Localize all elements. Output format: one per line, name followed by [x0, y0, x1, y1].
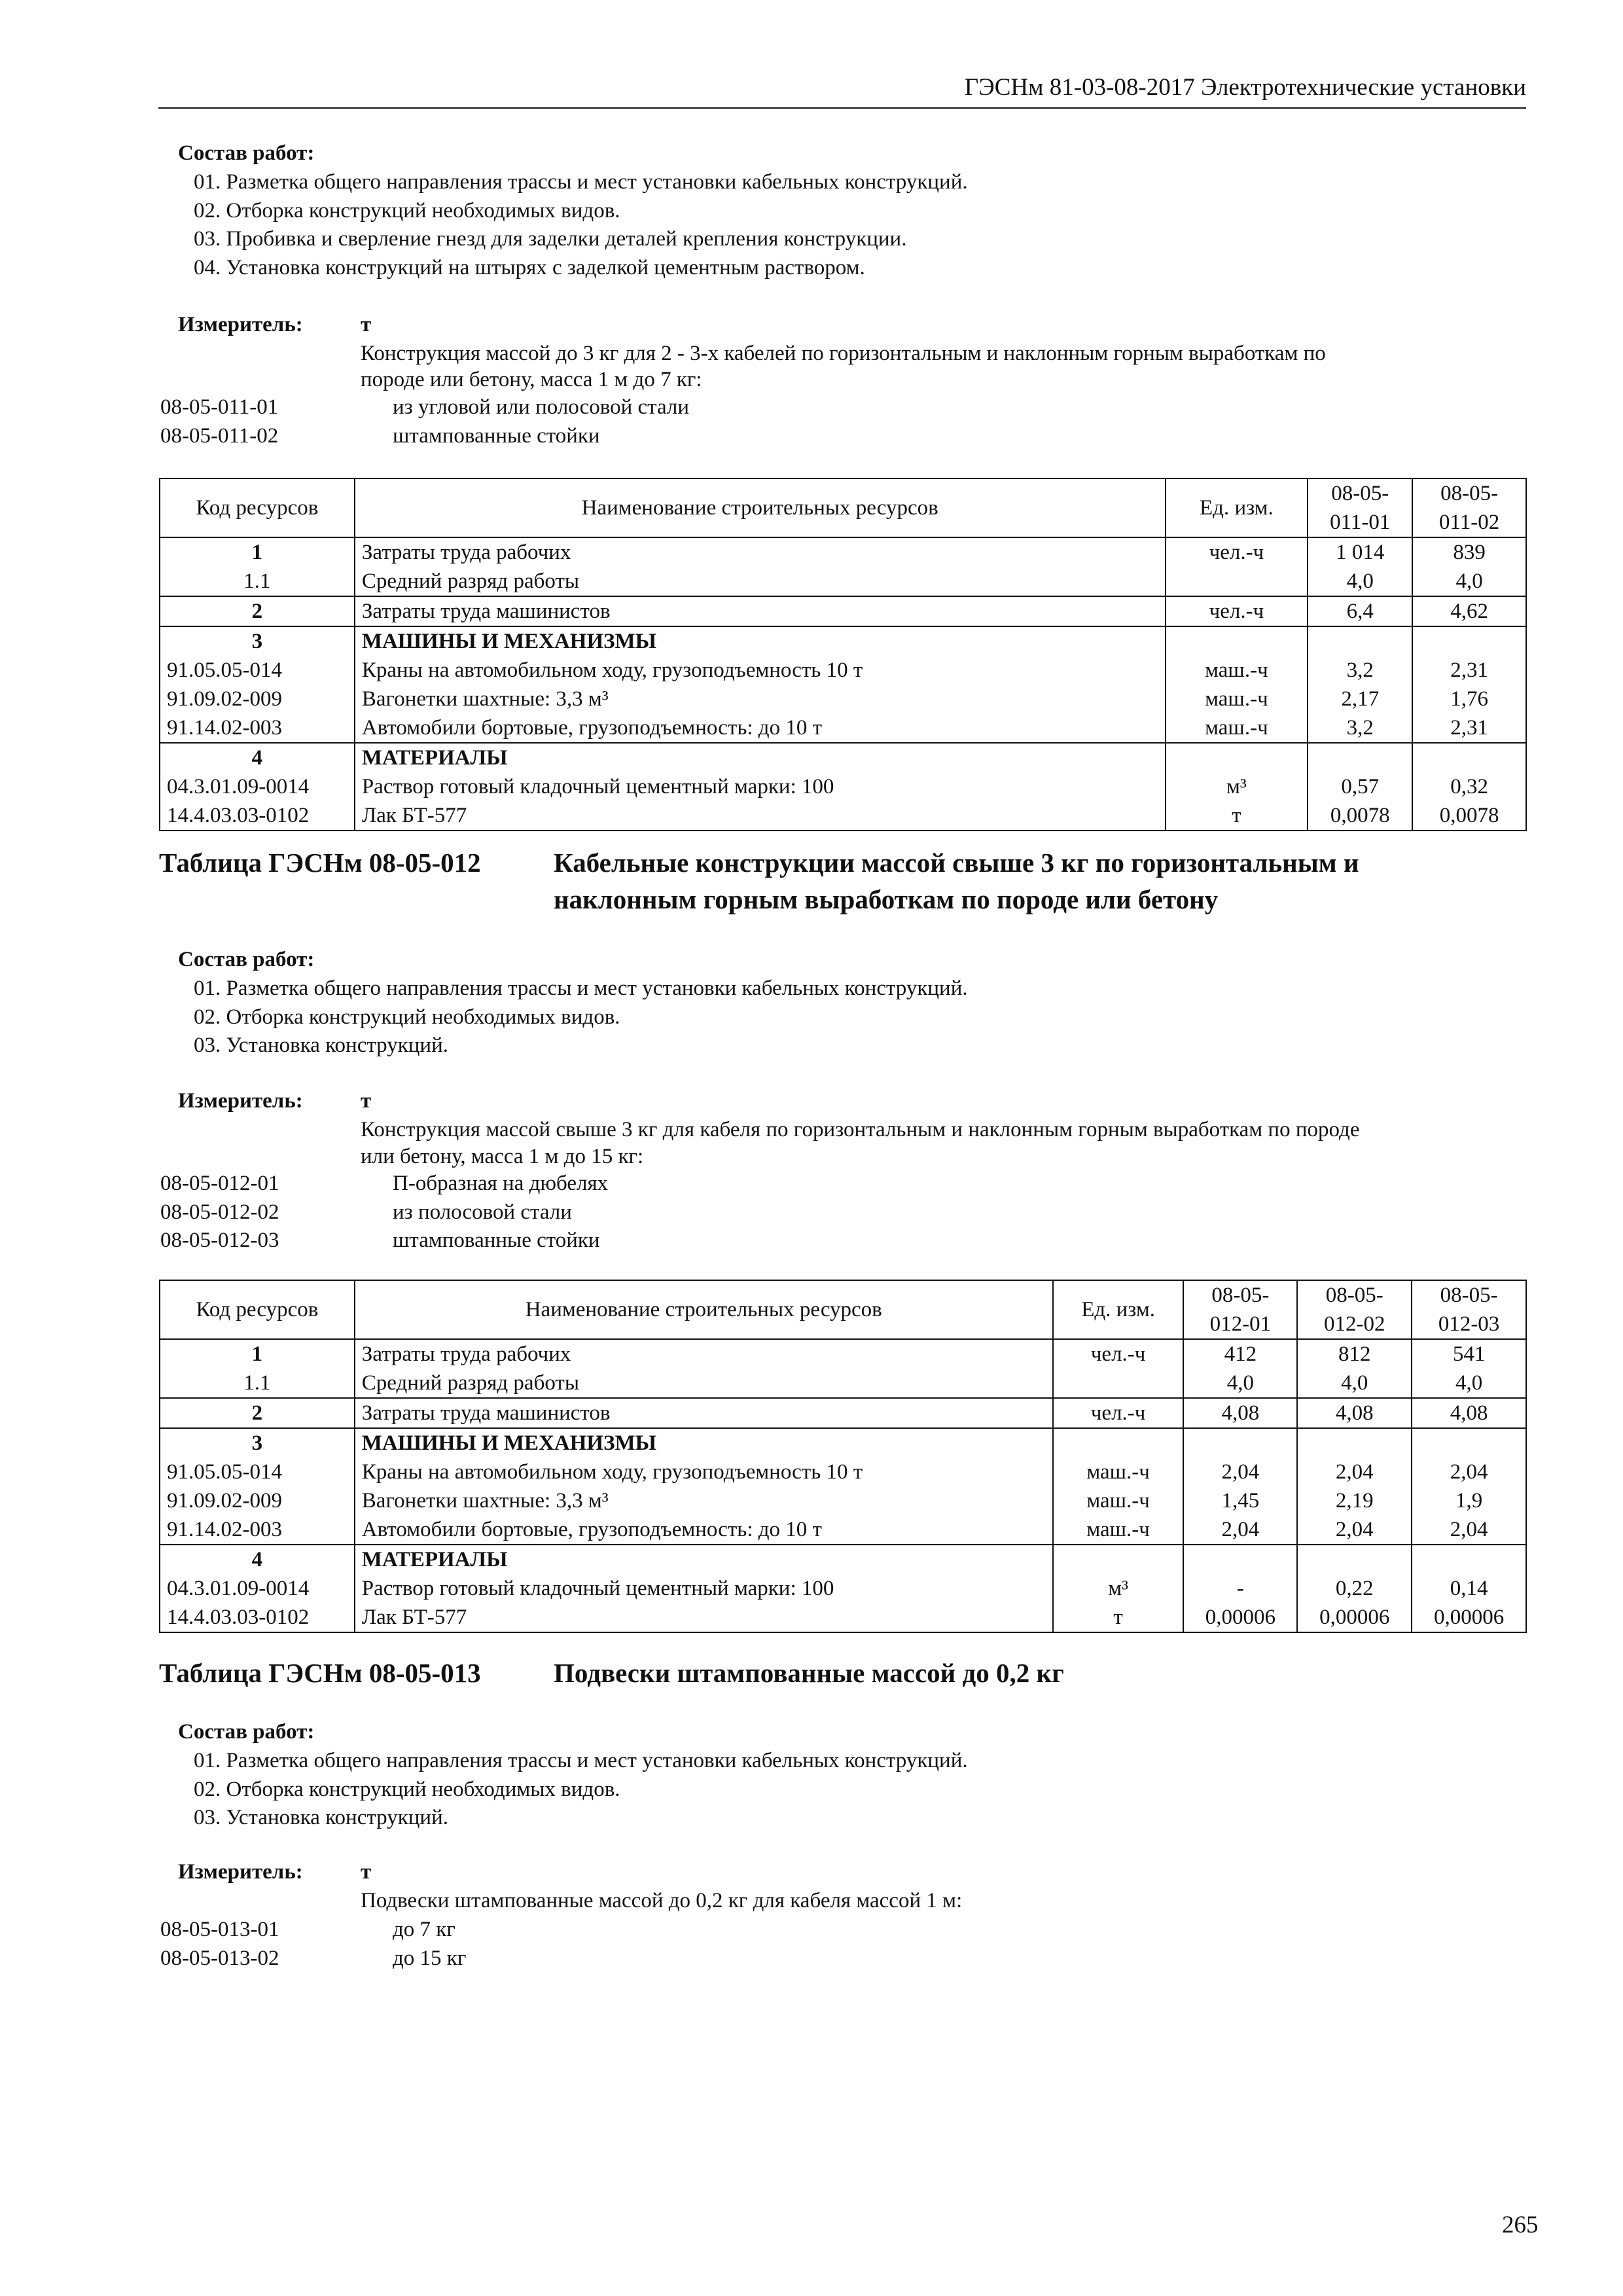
resource-unit: маш.-ч — [1053, 1486, 1184, 1515]
table-row — [160, 656, 1526, 685]
norm-value: 0,22 — [1297, 1574, 1412, 1603]
table-title-code: Таблица ГЭСНм 08-05-013 — [159, 1658, 481, 1688]
item-code: 08-05-012-02 — [160, 1200, 279, 1224]
resource-name: Автомобили бортовые, грузоподъемность: до 10 т — [355, 713, 1166, 743]
norm-value: 3,2 — [1308, 713, 1412, 743]
resource-unit — [1053, 1428, 1184, 1458]
norm-value: 0,00006 — [1297, 1603, 1412, 1632]
resource-unit: чел.-ч — [1053, 1339, 1184, 1369]
resource-unit — [1166, 567, 1308, 596]
table-row — [160, 772, 1526, 801]
work-item: 02. Отборка конструкций необходимых видов. — [194, 199, 620, 223]
table-row — [160, 743, 1526, 772]
col-header-norm: 08-05- 012-02 — [1297, 1280, 1412, 1339]
norm-value: 2,04 — [1183, 1515, 1297, 1545]
resource-code: 4 — [160, 743, 355, 772]
norm-value: 4,0 — [1412, 1369, 1526, 1398]
resource-unit: маш.-ч — [1166, 713, 1308, 743]
table-title: наклонным горным выработкам по породе или бетону — [554, 884, 1219, 914]
norm-value: 412 — [1183, 1339, 1297, 1369]
table-row — [160, 1574, 1526, 1603]
work-item: 02. Отборка конструкций необходимых видов. — [194, 1778, 620, 1801]
norm-value: 6,4 — [1308, 596, 1412, 626]
work-item: 03. Установка конструкций. — [194, 1806, 449, 1829]
col-header-name: Наименование строительных ресурсов — [355, 1280, 1053, 1339]
norm-value: 2,04 — [1297, 1458, 1412, 1486]
norm-value: 839 — [1412, 537, 1526, 567]
table-row — [160, 1339, 1526, 1369]
norm-value: 2,17 — [1308, 685, 1412, 713]
table-row — [160, 1369, 1526, 1398]
resource-code: 1 — [160, 537, 355, 567]
table-row — [160, 801, 1526, 831]
item-code: 08-05-012-01 — [160, 1172, 279, 1195]
resource-name: Вагонетки шахтные: 3,3 м³ — [355, 1486, 1053, 1515]
norm-value: 1 014 — [1308, 537, 1412, 567]
resource-unit: м³ — [1166, 772, 1308, 801]
item-name: П-образная на дюбелях — [393, 1172, 609, 1195]
table-row — [160, 1603, 1526, 1632]
item-name: из полосовой стали — [393, 1200, 572, 1224]
resource-unit: т — [1053, 1603, 1184, 1632]
resource-unit: т — [1166, 801, 1308, 831]
col-header-norm: 08-05- 012-03 — [1412, 1280, 1526, 1339]
norm-value: 2,31 — [1412, 713, 1526, 743]
resource-unit — [1166, 626, 1308, 656]
resource-unit — [1053, 1369, 1184, 1398]
resource-unit: чел.-ч — [1166, 596, 1308, 626]
norm-value: 2,19 — [1297, 1486, 1412, 1515]
measure-description: Конструкция массой свыше 3 кг для кабеля по горизонтальным и наклонным горным выработкам по породе — [361, 1118, 1360, 1141]
norm-value: 4,0 — [1183, 1369, 1297, 1398]
resource-unit: маш.-ч — [1053, 1458, 1184, 1486]
measure-description: Конструкция массой до 3 кг для 2 - 3-х кабелей по горизонтальным и наклонным горным выработкам по — [361, 342, 1326, 365]
norm-value: 2,04 — [1297, 1515, 1412, 1545]
resource-code: 04.3.01.09-0014 — [160, 772, 355, 801]
table-title: Кабельные конструкции массой свыше 3 кг по горизонтальным и — [554, 848, 1359, 878]
resource-name: Лак БТ-577 — [355, 1603, 1053, 1632]
norm-value — [1183, 1545, 1297, 1574]
resource-unit: м³ — [1053, 1574, 1184, 1603]
norm-value: 2,04 — [1412, 1515, 1526, 1545]
norm-value — [1308, 743, 1412, 772]
item-code: 08-05-012-03 — [160, 1229, 279, 1252]
item-code: 08-05-013-02 — [160, 1946, 279, 1970]
table-row — [160, 567, 1526, 596]
measure-label: Измеритель: — [178, 1860, 303, 1884]
norm-value — [1412, 626, 1526, 656]
resource-unit: маш.-ч — [1166, 685, 1308, 713]
resource-name: Краны на автомобильном ходу, грузоподъемность 10 т — [355, 656, 1166, 685]
norm-value: 1,76 — [1412, 685, 1526, 713]
resource-name: Затраты труда машинистов — [355, 1398, 1053, 1428]
resource-name: Затраты труда рабочих — [355, 537, 1166, 567]
resources-table — [159, 1280, 1527, 1633]
resource-code: 14.4.03.03-0102 — [160, 1603, 355, 1632]
resource-code: 2 — [160, 1398, 355, 1428]
table-title: Подвески штампованные массой до 0,2 кг — [554, 1658, 1064, 1688]
table-row — [160, 1545, 1526, 1574]
resource-unit — [1166, 743, 1308, 772]
table-row — [160, 1486, 1526, 1515]
col-header-code: Код ресурсов — [160, 478, 355, 537]
work-item: 03. Установка конструкций. — [194, 1033, 449, 1057]
norm-value: 2,04 — [1412, 1458, 1526, 1486]
composition-title: Состав работ: — [178, 141, 315, 165]
item-code: 08-05-013-01 — [160, 1918, 279, 1941]
item-name: до 7 кг — [393, 1918, 455, 1941]
resource-code: 2 — [160, 596, 355, 626]
resource-name: МАТЕРИАЛЫ — [355, 1545, 1053, 1574]
resource-unit: чел.-ч — [1053, 1398, 1184, 1428]
norm-value: 812 — [1297, 1339, 1412, 1369]
table-row — [160, 713, 1526, 743]
norm-value: 4,08 — [1412, 1398, 1526, 1428]
resource-code: 3 — [160, 1428, 355, 1458]
item-name: штампованные стойки — [393, 1229, 600, 1252]
norm-value: 0,14 — [1412, 1574, 1526, 1603]
composition-title: Состав работ: — [178, 948, 315, 971]
resource-code: 04.3.01.09-0014 — [160, 1574, 355, 1603]
measure-label: Измеритель: — [178, 313, 303, 336]
resource-name: МАТЕРИАЛЫ — [355, 743, 1166, 772]
norm-value: 4,0 — [1297, 1369, 1412, 1398]
norm-value: 4,08 — [1297, 1398, 1412, 1428]
norm-value: 0,0078 — [1412, 801, 1526, 831]
item-name: из угловой или полосовой стали — [393, 395, 690, 419]
table-row — [160, 626, 1526, 656]
resource-name: Средний разряд работы — [355, 1369, 1053, 1398]
resource-name: Автомобили бортовые, грузоподъемность: до 10 т — [355, 1515, 1053, 1545]
norm-value: 4,62 — [1412, 596, 1526, 626]
col-header-unit: Ед. изм. — [1166, 478, 1308, 537]
resource-name: МАШИНЫ И МЕХАНИЗМЫ — [355, 1428, 1053, 1458]
col-header-code: Код ресурсов — [160, 1280, 355, 1339]
resource-code: 14.4.03.03-0102 — [160, 801, 355, 831]
resource-unit — [1053, 1545, 1184, 1574]
resource-name: Вагонетки шахтные: 3,3 м³ — [355, 685, 1166, 713]
norm-value: 3,2 — [1308, 656, 1412, 685]
work-item: 01. Разметка общего направления трассы и мест установки кабельных конструкций. — [194, 1749, 968, 1772]
page-number: 265 — [1502, 2212, 1539, 2238]
resource-name: МАШИНЫ И МЕХАНИЗМЫ — [355, 626, 1166, 656]
table-row — [160, 1515, 1526, 1545]
table-row — [160, 1458, 1526, 1486]
resource-code: 1.1 — [160, 567, 355, 596]
resource-code: 1 — [160, 1339, 355, 1369]
resource-name: Лак БТ-577 — [355, 801, 1166, 831]
table-row — [160, 1398, 1526, 1428]
item-name: штампованные стойки — [393, 424, 600, 448]
table-row — [160, 596, 1526, 626]
resource-unit: маш.-ч — [1166, 656, 1308, 685]
col-header-norm: 08-05- 011-01 — [1308, 478, 1412, 537]
measure-description: или бетону, масса 1 м до 15 кг: — [361, 1145, 644, 1168]
norm-value: 0,00006 — [1412, 1603, 1526, 1632]
resource-name: Раствор готовый кладочный цементный марки: 100 — [355, 772, 1166, 801]
norm-value: 2,04 — [1183, 1458, 1297, 1486]
resource-unit: маш.-ч — [1053, 1515, 1184, 1545]
resource-unit: чел.-ч — [1166, 537, 1308, 567]
norm-value: 541 — [1412, 1339, 1526, 1369]
measure-label: Измеритель: — [178, 1089, 303, 1113]
work-item: 04. Установка конструкций на штырях с заделкой цементным раствором. — [194, 256, 865, 279]
norm-value: 2,31 — [1412, 656, 1526, 685]
norm-value — [1412, 743, 1526, 772]
table-row — [160, 1428, 1526, 1458]
norm-value: 4,0 — [1308, 567, 1412, 596]
norm-value: 4,08 — [1183, 1398, 1297, 1428]
norm-value — [1412, 1428, 1526, 1458]
col-header-norm: 08-05- 012-01 — [1183, 1280, 1297, 1339]
resource-code: 91.05.05-014 — [160, 1458, 355, 1486]
resource-code: 91.09.02-009 — [160, 1486, 355, 1515]
resource-name: Раствор готовый кладочный цементный марки: 100 — [355, 1574, 1053, 1603]
resource-code: 1.1 — [160, 1369, 355, 1398]
measure-description: Подвески штампованные массой до 0,2 кг для кабеля массой 1 м: — [361, 1889, 963, 1912]
norm-value — [1308, 626, 1412, 656]
norm-value — [1183, 1428, 1297, 1458]
resource-name: Краны на автомобильном ходу, грузоподъемность 10 т — [355, 1458, 1053, 1486]
resource-name: Затраты труда рабочих — [355, 1339, 1053, 1369]
work-item: 01. Разметка общего направления трассы и мест установки кабельных конструкций. — [194, 170, 968, 194]
norm-value: 0,32 — [1412, 772, 1526, 801]
header-rule — [158, 107, 1526, 109]
resources-table — [159, 478, 1527, 831]
item-code: 08-05-011-01 — [160, 395, 279, 419]
resource-code: 91.14.02-003 — [160, 713, 355, 743]
norm-value: 0,57 — [1308, 772, 1412, 801]
norm-value — [1412, 1545, 1526, 1574]
resource-name: Затраты труда машинистов — [355, 596, 1166, 626]
work-item: 01. Разметка общего направления трассы и мест установки кабельных конструкций. — [194, 977, 968, 1000]
table-title-code: Таблица ГЭСНм 08-05-012 — [159, 848, 481, 878]
table-row — [160, 685, 1526, 713]
measure-unit: т — [361, 313, 372, 336]
resource-code: 4 — [160, 1545, 355, 1574]
running-header: ГЭСНм 81-03-08-2017 Электротехнические установки — [964, 74, 1526, 101]
resource-code: 91.05.05-014 — [160, 656, 355, 685]
measure-unit: т — [361, 1089, 372, 1113]
col-header-unit: Ед. изм. — [1053, 1280, 1184, 1339]
norm-value: 0,00006 — [1183, 1603, 1297, 1632]
col-header-name: Наименование строительных ресурсов — [355, 478, 1166, 537]
composition-title: Состав работ: — [178, 1720, 315, 1744]
resource-code: 91.14.02-003 — [160, 1515, 355, 1545]
measure-description: породе или бетону, масса 1 м до 7 кг: — [361, 368, 702, 391]
norm-value: 1,9 — [1412, 1486, 1526, 1515]
resource-code: 91.09.02-009 — [160, 685, 355, 713]
work-item: 03. Пробивка и сверление гнезд для заделки деталей крепления конструкции. — [194, 227, 907, 251]
norm-value: 1,45 — [1183, 1486, 1297, 1515]
resource-code: 3 — [160, 626, 355, 656]
col-header-norm: 08-05- 011-02 — [1412, 478, 1526, 537]
resource-name: Средний разряд работы — [355, 567, 1166, 596]
norm-value — [1297, 1428, 1412, 1458]
norm-value — [1297, 1545, 1412, 1574]
item-code: 08-05-011-02 — [160, 424, 279, 448]
work-item: 02. Отборка конструкций необходимых видов. — [194, 1005, 620, 1029]
norm-value: - — [1183, 1574, 1297, 1603]
item-name: до 15 кг — [393, 1946, 467, 1970]
table-row — [160, 537, 1526, 567]
measure-unit: т — [361, 1860, 372, 1884]
norm-value: 0,0078 — [1308, 801, 1412, 831]
norm-value: 4,0 — [1412, 567, 1526, 596]
